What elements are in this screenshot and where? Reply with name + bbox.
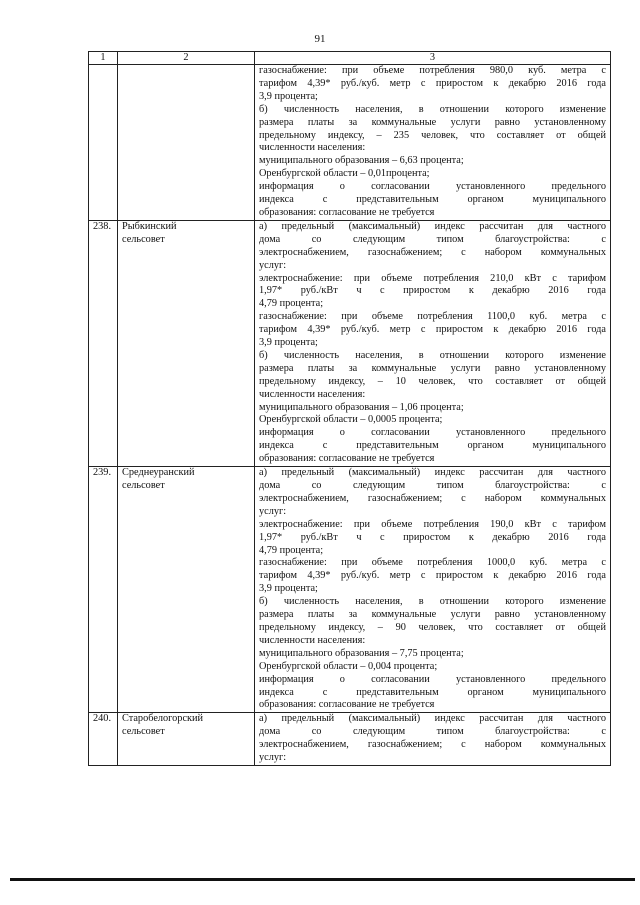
description-line: тарифом 4,39* руб./куб. метр с приростом к декабрю 2016 года: [259, 77, 606, 89]
description-line: 3,9 процента;: [259, 583, 318, 595]
municipality-name-line: сельсовет: [122, 480, 165, 491]
row-number: [89, 65, 118, 221]
description-line: численности населения:: [259, 142, 366, 154]
description-line: а) предельный (максимальный) индекс рассчитан для частного: [259, 467, 606, 479]
description-line: предельному индексу, – 235 человек, что составляет от общей: [259, 129, 606, 141]
description-line: Оренбургской области – 0,01процента;: [259, 168, 430, 180]
description-line: Оренбургской области – 0,004 процента;: [259, 660, 438, 672]
description-line: муниципального образования – 6,63 процента;: [259, 155, 464, 167]
description-line: муниципального образования – 1,06 процента;: [259, 401, 464, 413]
description-line: электроснабжением, газоснабжением; с набором коммунальных: [259, 739, 606, 751]
description-line: газоснабжение: при объеме потребления 980,0 куб. метра с: [259, 65, 606, 76]
description-line: 3,9 процента;: [259, 90, 318, 102]
index-description: [255, 467, 611, 713]
description-line: предельному индексу, – 10 человек, что составляет от общей: [259, 375, 606, 387]
description-line: тарифом 4,39* руб./куб. метр с приростом к декабрю 2016 года: [259, 324, 606, 336]
description-line: Оренбургской области – 0,0005 процента;: [259, 414, 443, 426]
description-line: индекса с представительным органом муниципального: [259, 194, 606, 206]
description-line: 4,79 процента;: [259, 298, 324, 310]
description-line: электроснабжение: при объеме потребления 190,0 кВт с тарифом: [259, 518, 606, 530]
description-line: б) численность населения, в отношении которого изменение: [259, 596, 606, 608]
municipality-name-line: Рыбкинский: [122, 220, 177, 232]
table-row: [89, 220, 611, 466]
column-header-2: 2: [118, 52, 255, 65]
municipality-name: [118, 220, 255, 466]
row-number: 238.: [89, 220, 118, 466]
row-number: 239.: [89, 467, 118, 713]
description-line: муниципального образования – 7,75 процента;: [259, 647, 464, 659]
description-line: услуг:: [259, 505, 287, 517]
description-line: услуг:: [259, 752, 287, 764]
index-description: [255, 220, 611, 466]
description-line: предельному индексу, – 90 человек, что составляет от общей: [259, 621, 606, 633]
municipality-name: [118, 65, 255, 221]
municipality-name: [118, 467, 255, 713]
municipality-name-line: Старобелогорский: [122, 713, 204, 725]
description-line: образования: согласование не требуется: [259, 453, 435, 465]
table-header-row: [89, 52, 611, 65]
index-description: [255, 65, 611, 221]
description-line: информация о согласовании установленного предельного: [259, 673, 606, 685]
table-row: [89, 65, 611, 221]
row-number: 240.: [89, 713, 118, 766]
index-table: [88, 51, 611, 766]
table-row: [89, 713, 611, 766]
municipality-name-line: сельсовет: [122, 726, 165, 738]
description-line: а) предельный (максимальный) индекс рассчитан для частного: [259, 220, 606, 232]
description-line: информация о согласовании установленного предельного: [259, 427, 606, 439]
description-line: 4,79 процента;: [259, 544, 324, 556]
description-line: дома со следующим типом благоустройства: с: [259, 726, 606, 738]
description-line: газоснабжение: при объеме потребления 1100,0 куб. метра с: [259, 311, 606, 323]
municipality-name-line: сельсовет: [122, 233, 165, 245]
column-header-3: 3: [255, 52, 611, 65]
description-line: тарифом 4,39* руб./куб. метр с приростом к декабрю 2016 года: [259, 570, 606, 582]
description-line: дома со следующим типом благоустройства: с: [259, 233, 606, 245]
description-line: индекса с представительным органом муниципального: [259, 440, 606, 452]
description-line: 3,9 процента;: [259, 337, 318, 349]
description-line: услуг:: [259, 259, 287, 271]
page-number: 91: [314, 33, 326, 45]
description-line: б) численность населения, в отношении которого изменение: [259, 103, 606, 115]
table-row: [89, 467, 611, 713]
description-line: размера платы за коммунальные услуги равно установленному: [259, 116, 606, 128]
description-line: электроснабжение: при объеме потребления 210,0 кВт с тарифом: [259, 272, 606, 284]
bottom-border-rule: [10, 878, 635, 881]
description-line: численности населения:: [259, 388, 366, 400]
description-line: образования: согласование не требуется: [259, 699, 435, 711]
description-line: размера платы за коммунальные услуги равно установленному: [259, 609, 606, 621]
description-line: электроснабжением, газоснабжением; с набором коммунальных: [259, 492, 606, 504]
municipality-name-line: Среднеуранский: [122, 467, 195, 479]
description-line: образования: согласование не требуется: [259, 206, 435, 218]
description-line: дома со следующим типом благоустройства: с: [259, 480, 606, 491]
description-line: электроснабжением, газоснабжением; с набором коммунальных: [259, 246, 606, 258]
description-line: 1,97* руб./кВт ч с приростом к декабрю 2016 года: [259, 285, 606, 297]
index-description: [255, 713, 611, 766]
description-line: численности населения:: [259, 634, 366, 646]
description-line: б) численность населения, в отношении которого изменение: [259, 349, 606, 361]
municipality-name: [118, 713, 255, 766]
column-header-1: 1: [89, 52, 118, 65]
description-line: газоснабжение: при объеме потребления 1000,0 куб. метра с: [259, 557, 606, 569]
description-line: информация о согласовании установленного предельного: [259, 181, 606, 193]
description-line: размера платы за коммунальные услуги равно установленному: [259, 362, 606, 374]
description-line: 1,97* руб./кВт ч с приростом к декабрю 2016 года: [259, 531, 606, 543]
description-line: а) предельный (максимальный) индекс рассчитан для частного: [259, 713, 606, 725]
description-line: индекса с представительным органом муниципального: [259, 686, 606, 698]
